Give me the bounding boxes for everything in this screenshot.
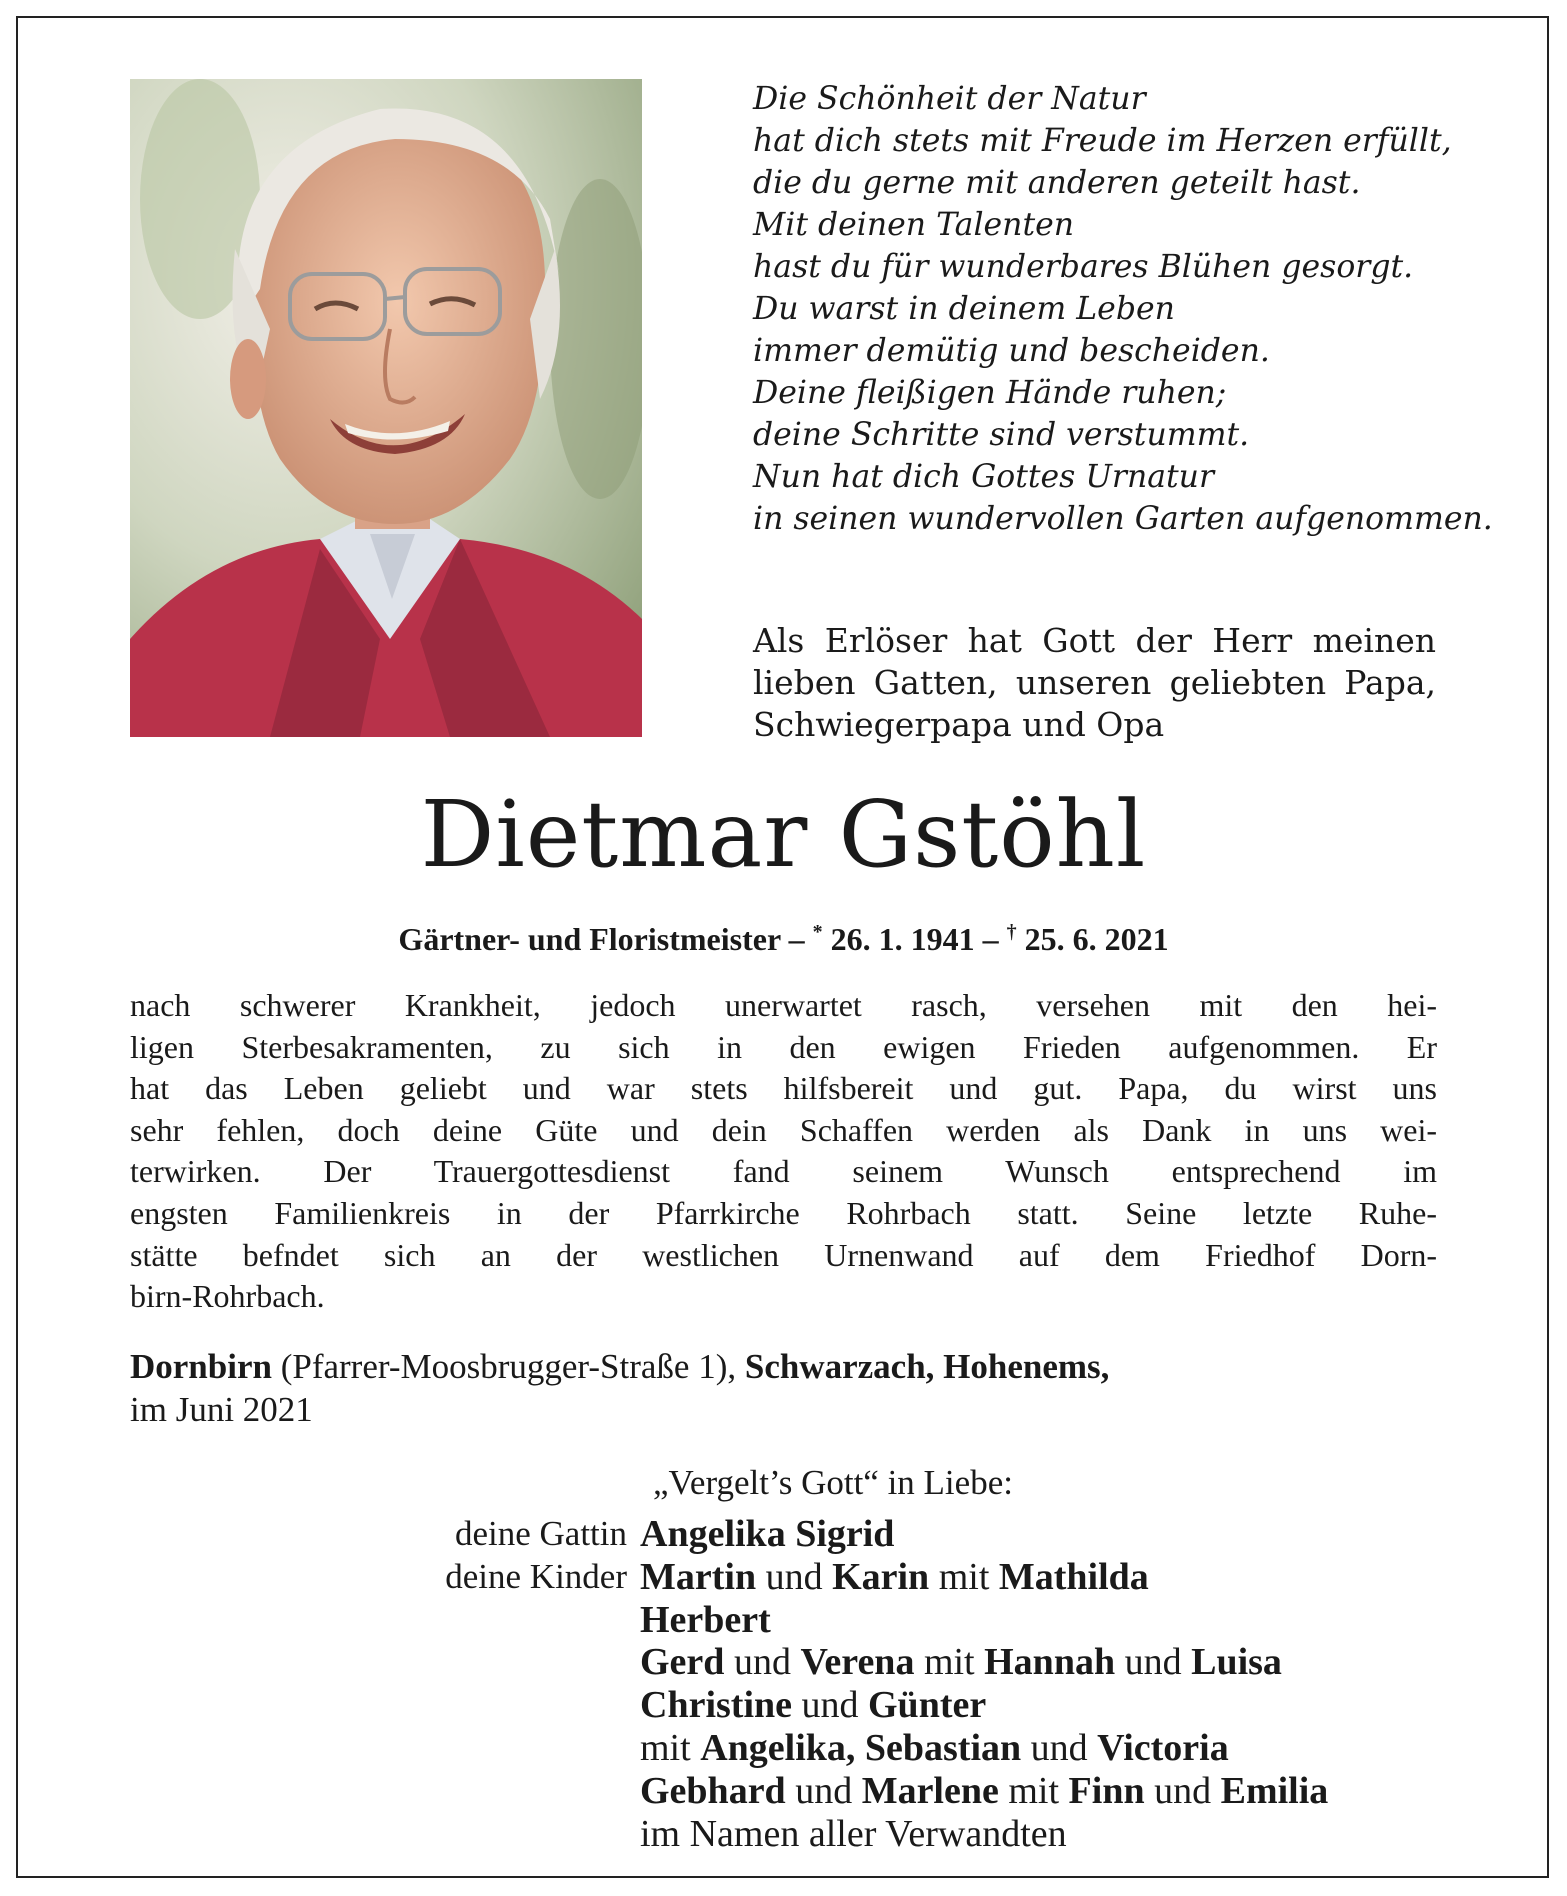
birth-date: 26. 1. 1941 – [830, 921, 999, 957]
family-member-name: Karin [832, 1555, 930, 1598]
poem-line: die du gerne mit anderen geteilt hast. [753, 165, 1361, 201]
family-row [300, 1684, 1500, 1727]
family-connector: mit [929, 1555, 999, 1598]
family-connector: und [1021, 1726, 1098, 1769]
body-line: engsten Familienkreis in der Pfarrkirche Rohrbach statt. Seine letzte Ruhe- [130, 1194, 1437, 1231]
body-line: sehr fehlen, doch deine Güte und dein Schaffen werden als Dank in uns wei- [130, 1111, 1437, 1148]
family-row [300, 1599, 1500, 1642]
family-names [640, 1599, 1500, 1642]
family-names [640, 1513, 1500, 1556]
family-member-name: Verena [800, 1641, 915, 1684]
announcement-body [130, 985, 1437, 1318]
family-row [300, 1813, 1500, 1856]
family-row [300, 1727, 1500, 1770]
family-row [300, 1513, 1500, 1556]
family-connector: und [756, 1555, 833, 1598]
place-others: Schwarzach, Hohenems, [744, 1347, 1110, 1386]
family-member-name: Martin [640, 1555, 757, 1598]
place-and-date [130, 1345, 1430, 1431]
family-names [640, 1556, 1500, 1599]
family-member-name: Victoria [1097, 1726, 1229, 1769]
poem-line: deine Schritte sind verstummt. [753, 417, 1250, 453]
poem-line: hat dich stets mit Freude im Herzen erfüllt, [753, 123, 1452, 159]
family-connector: und [1115, 1641, 1192, 1684]
family-names [640, 1813, 1500, 1856]
place-date: im Juni 2021 [130, 1390, 313, 1429]
place-line [130, 1345, 1430, 1388]
death-date: 25. 6. 2021 [1024, 921, 1169, 957]
intro-line: lieben Gatten, unseren geliebten Papa, [753, 663, 1436, 702]
family-member-name: Christine [640, 1684, 792, 1727]
family-role [300, 1599, 640, 1642]
family-connector: und [792, 1684, 868, 1727]
body-line: birn-Rohrbach. [130, 1278, 325, 1315]
family-member-name: Günter [868, 1684, 987, 1727]
family-connector: und [1144, 1769, 1221, 1812]
family-connector: im Namen aller Verwandten [640, 1812, 1067, 1855]
poem-line: Du warst in deinem Leben [753, 291, 1175, 327]
family-connector: mit [640, 1726, 701, 1769]
family-member-name: Gebhard [640, 1769, 786, 1812]
place-address: (Pfarrer-Moosbrugger-Straße 1), [280, 1347, 737, 1386]
family-row [300, 1641, 1500, 1684]
family-member-name: Luisa [1191, 1641, 1282, 1684]
family-member-name: Angelika Sigrid [640, 1513, 895, 1555]
family-names [640, 1641, 1500, 1684]
poem-line: immer demütig und bescheiden. [753, 333, 1270, 369]
family-row [300, 1556, 1500, 1599]
profession-dates [0, 910, 1567, 961]
deceased-name: Dietmar Gstöhl [420, 781, 1147, 888]
family-connector: mit [998, 1769, 1069, 1812]
family-member-name: Angelika, Sebastian [700, 1726, 1022, 1769]
death-symbol: † [1006, 921, 1017, 943]
poem-line: Die Schönheit der Natur [753, 81, 1146, 117]
body-line: ligen Sterbesakramenten, zu sich in den ewigen Frieden aufgenommen. Er [130, 1028, 1437, 1065]
family-names [640, 1684, 1500, 1727]
poem-line: Mit deinen Talenten [753, 207, 1075, 243]
poem-line: Nun hat dich Gottes Urnatur [753, 459, 1215, 495]
family-role [300, 1684, 640, 1727]
profession: Gärtner- und Floristmeister – [398, 921, 805, 957]
family-member-name: Mathilda [998, 1555, 1149, 1598]
family-role [300, 1813, 640, 1856]
family-row [300, 1770, 1500, 1813]
intro-line: Als Erlöser hat Gott der Herr meinen [753, 621, 1436, 660]
thanks-heading: „Vergelt’s Gott“ in Liebe: [653, 1463, 1013, 1502]
portrait-photo [130, 79, 642, 737]
intro-line: Schwiegerpapa und Opa [753, 705, 1165, 744]
family-names [640, 1727, 1500, 1770]
family-role [300, 1727, 640, 1770]
family-member-name: Hannah [984, 1641, 1116, 1684]
family-member-name: Finn [1068, 1769, 1145, 1812]
family-role [300, 1770, 640, 1813]
poem-line: hast du für wunderbares Blühen gesorgt. [753, 249, 1414, 285]
body-line: nach schwerer Krankheit, jedoch unerwartet rasch, versehen mit den hei- [130, 987, 1437, 1023]
body-line: hat das Leben geliebt und war stets hilfsbereit und gut. Papa, du wirst uns [130, 1070, 1437, 1107]
body-line: terwirken. Der Trauergottesdienst fand seinem Wunsch entsprechend im [130, 1153, 1437, 1190]
portrait-image [130, 79, 642, 737]
family-role: deine Kinder [445, 1556, 627, 1596]
family-member-name: Gerd [640, 1641, 725, 1684]
family-connector: und [785, 1769, 862, 1812]
body-line: stätte befndet sich an der westlichen Urnenwand auf dem Friedhof Dorn- [130, 1236, 1437, 1273]
family-connector: und [724, 1641, 801, 1684]
poem-line: Deine fleißigen Hände ruhen; [753, 375, 1227, 411]
family-member-name: Herbert [640, 1598, 771, 1641]
family-member-name: Marlene [861, 1769, 999, 1812]
place-city: Dornbirn [130, 1347, 272, 1386]
family-member-name: Emilia [1220, 1769, 1329, 1812]
family-list [300, 1513, 1500, 1855]
family-connector: mit [914, 1641, 985, 1684]
birth-symbol: * [812, 921, 823, 943]
family-names [640, 1770, 1500, 1813]
family-role: deine Gattin [454, 1514, 627, 1553]
family-role [300, 1641, 640, 1684]
poem-line: in seinen wundervollen Garten aufgenommen. [753, 501, 1493, 537]
intro-text [753, 620, 1436, 746]
memorial-poem [753, 78, 1513, 540]
